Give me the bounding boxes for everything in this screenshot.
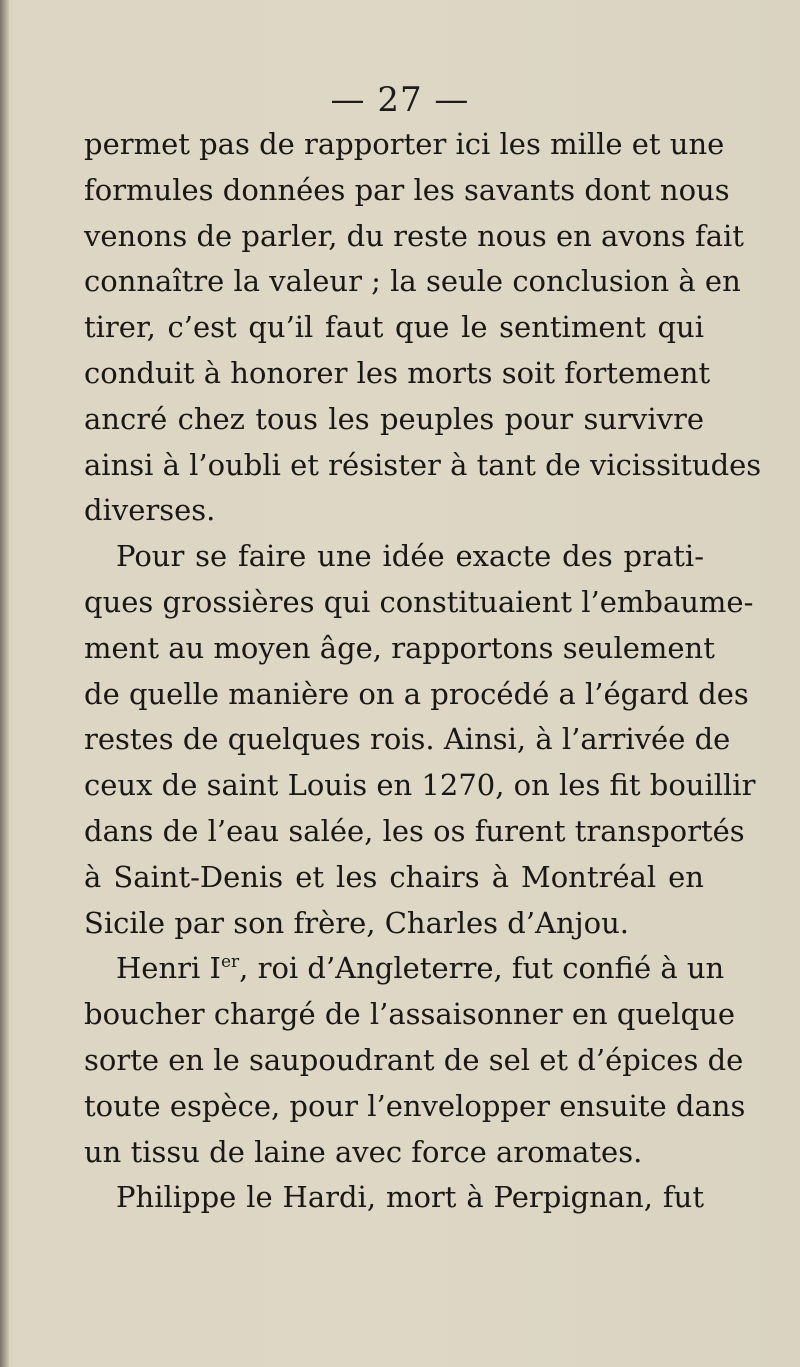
text-line: connaître la valeur ; la seule conclusion à en [84,264,741,299]
text-line: ainsi à l’oubli et résister à tant de vicissitudes [84,447,762,482]
text-span: , roi d’Angleterre, fut confié à un [239,951,725,986]
text-line: dans de l’eau salée, les os furent transportés [84,813,745,848]
text-line: diverses. [84,493,216,528]
body-text [84,122,762,1221]
text-line: Sicile par son frère, Charles d’Anjou. [84,905,630,940]
text-line: tirer, c’est qu’il faut que le sentiment qui [84,310,704,345]
text-line: un tissu de laine avec force aromates. [84,1134,643,1169]
text-line: sorte en le saupoudrant de sel et d’épices de [84,1042,744,1077]
text-line [84,946,725,992]
text-line: à Saint-Denis et les chairs à Montréal en [84,859,704,894]
text-line: ancré chez tous les peuples pour survivre [84,401,704,436]
page-number: — 27 — [330,80,470,120]
page-spine-edge [0,0,9,1367]
text-line: venons de parler, du reste nous en avons fait [84,218,744,253]
superscript: er [220,952,240,973]
text-line: Philippe le Hardi, mort à Perpignan, fut [116,1180,704,1215]
text-line: de quelle manière on a procédé a l’égard des [84,676,749,711]
text-span: Henri I [116,951,221,986]
text-line: toute espèce, pour l’envelopper ensuite dans [84,1088,746,1123]
text-line: Pour se faire une idée exacte des prati- [116,539,704,574]
text-line: ment au moyen âge, rapportons seulement [84,630,715,665]
text-line: ques grossières qui constituaient l’embaume- [84,584,754,619]
text-line: formules données par les savants dont nous [84,172,730,207]
text-line: ceux de saint Louis en 1270, on les fit bouillir [84,768,756,803]
text-line: conduit à honorer les morts soit fortement [84,355,711,390]
text-line: permet pas de rapporter ici les mille et une [84,127,725,161]
text-line: restes de quelques rois. Ainsi, à l’arrivée de [84,722,731,757]
text-line: boucher chargé de l’assaisonner en quelque [84,997,736,1032]
